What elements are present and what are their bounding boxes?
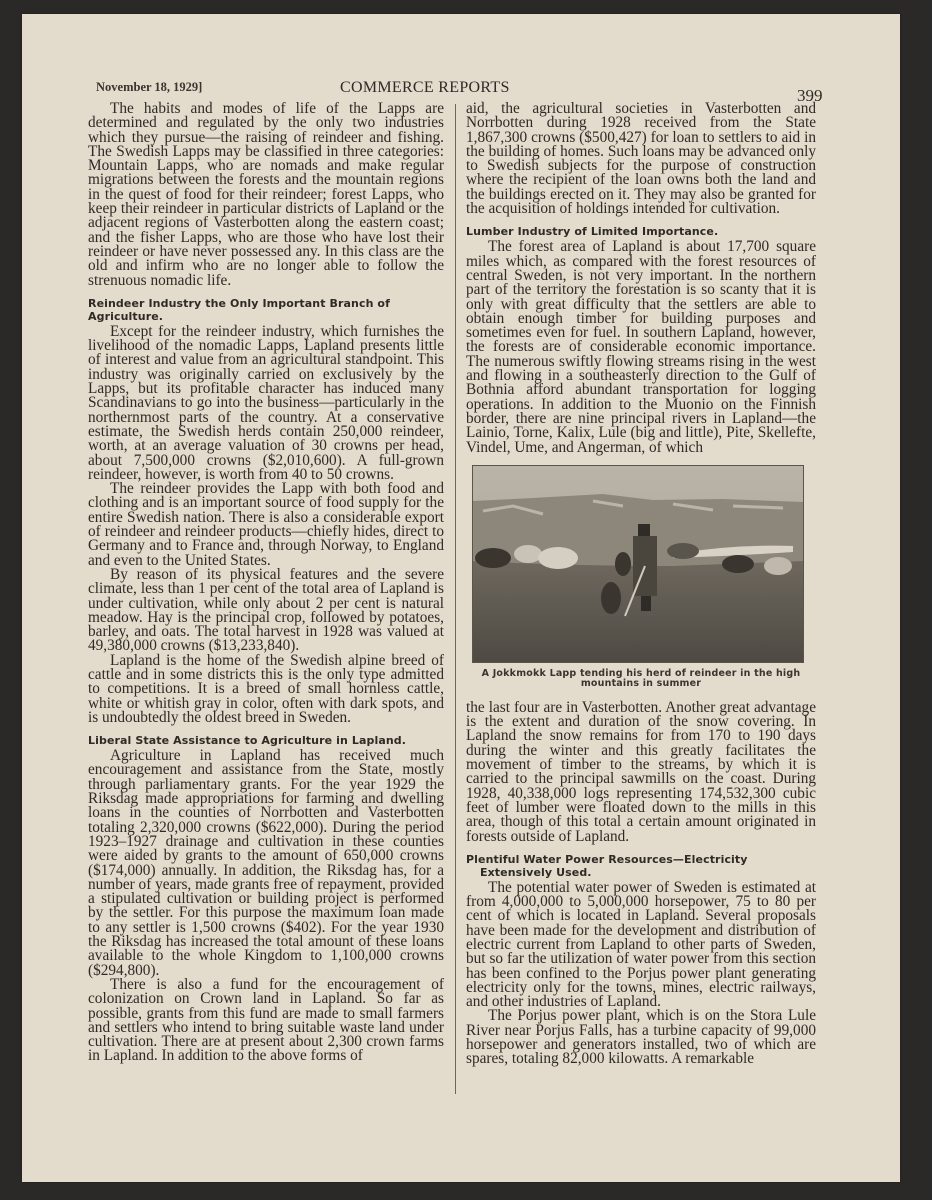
paragraph: Agriculture in Lapland has received much encouragement and assistance from the State, mostly through parliamentary grants. For the year 1929 the Riksdag made appropriations for farming and dwelling loans in the counties of Norrbotten and Vasterbotten totaling 2,320,000 crowns ($622,000). During the period 1923–1927 drainage and cultivation in these counties were aided by grants to the amount of 650,000 crowns ($174,000) annually. In addition, the Riksdag has, for a number of years, made grants free of repayment, provided a stipulated cultivation or building project is performed by the settler. For this purpose the maximum loan made to any settler is 1,500 crowns ($402). For the year 1930 the Riksdag has increased the total amount of these loans available to the whole Kingdom to 1,100,000 crowns ($294,800).	[88, 747, 444, 979]
paragraph: The potential water power of Sweden is estimated at from 4,000,000 to 5,000,000 horsepower, 75 to 80 per cent of which is located in Lapland. Several proposals have been made for the development and distribution of electric current from Lapland to other parts of Sweden, but so far the utilization of water power from this section has been confined to the Porjus power plant generating electricity only for the towns, mines, electric railways, and other industries of Lapland.	[466, 878, 816, 1011]
section-heading: Lumber Industry of Limited Importance.	[466, 225, 719, 239]
section-heading: Liberal State Assistance to Agriculture in Lapland.	[88, 734, 407, 748]
paragraph: The Porjus power plant, which is on the Stora Lule River near Porjus Falls, has a turbine capacity of 99,000 horsepower and generators installed, two of which are spares, totaling 82,000 kilowatts. A remarkable	[466, 1007, 816, 1068]
photo-image	[473, 466, 803, 662]
paragraph: the last four are in Vasterbotten. Another great advantage is the extent and duration of the snow covering. In Lapland the snow remains for from 170 to 190 days during the winter and this greatly facilitates the movement of timber to the streams, by which it is carried to the principal sawmills on the coast. During 1928, 40,338,000 logs representing 174,532,300 cubic feet of lumber were floated down to the mills in this area, though of this total a certain amount originated in forests outside of Lapland.	[466, 698, 816, 845]
paragraph: The reindeer provides the Lapp with both food and clothing and is an important source of food supply for the entire Swedish nation. There is also a considerable export of reindeer and reindeer products—chiefly hides, direct to Germany and to France and, through Norway, to England and even to the United States.	[88, 480, 444, 569]
paragraph: aid, the agricultural societies in Vasterbotten and Norrbotten during 1928 received from the State 1,867,300 crowns ($500,427) for loan to settlers to aid in the building of homes. Such loans may be advanced only to Swedish subjects for the purpose of construction where the recipient of the loan owns both the land and the buildings erected on it. They may also be granted for the acquisition of holdings intended for cultivation.	[466, 100, 816, 218]
paragraph: The habits and modes of life of the Lapps are determined and regulated by the only two industries which they pursue—the raising of reindeer and fishing. The Swedish Lapps may be classified in three categories: Mountain Lapps, who are nomads and make regular migrations between the forests and the mountain regions in the quest of food for their reindeer; forest Lapps, who keep their reindeer in particular districts of Lapland or the adjacent regions of Vasterbotten along the eastern coast; and the fisher Lapps, who are those who have lost their reindeer or have never possessed any. In this class are the old and infirm who are no longer able to follow the strenuous nomadic life.	[88, 100, 444, 289]
issue-date: November 18, 1929]	[96, 80, 203, 94]
paragraph: Lapland is the home of the Swedish alpine breed of cattle and in some districts this is the only type admitted to competitions. It is a breed of small hornless cattle, white or whitish gray in color, often with dark spots, and is undoubtedly the oldest breed in Sweden.	[88, 651, 444, 726]
column-divider	[455, 104, 456, 1094]
paragraph: There is also a fund for the encouragement of colonization on Crown land in Lapland. So far as possible, grants from this fund are made to small farmers and settlers who intend to bring suitable waste land under cultivation. There are at present about 2,300 crown farms in Lapland. In addition to the above forms of	[88, 975, 444, 1065]
paragraph: Except for the reindeer industry, which furnishes the livelihood of the nomadic Lapps, Lapland presents little of interest and value from an agricultural standpoint. This industry was originally carried on exclusively by the Lapps, but its profitable character has induced many Scandinavians to go into the business—particularly in the northernmost parts of the country. At a conservative estimate, the Swedish herds contain 250,000 reindeer, worth, at an average valuation of 30 crowns per head, about 7,500,000 crowns ($2,010,600). A full-grown reindeer, however, is worth from 40 to 50 crowns.	[88, 322, 444, 483]
publication-title: COMMERCE REPORTS	[340, 79, 510, 96]
section-heading: Reindeer Industry the Only Important Branch of Agriculture.	[88, 296, 390, 323]
paragraph: The forest area of Lapland is about 17,700 square miles which, as compared with the forest resources of central Sweden, is not very important. In the northern part of the territory the forestation is so scanty that it is only with great difficulty that the settlers are able to obtain enough timber for building purposes and sometimes even for fuel. In southern Lapland, however, the forests are of considerable economic importance. The numerous swiftly flowing streams rising in the west and flowing in a southeasterly direction to the Gulf of Bothnia afford abundant transportation for logging operations. In addition to the Muonio on the Finnish border, there are nine principal rivers in Lapland—the Lainio, Torne, Kalix, Lule (big and little), Pite, Skellefte, Vindel, Ume, and Angerman, of which	[466, 238, 816, 456]
reindeer-photo	[472, 465, 804, 663]
paragraph: By reason of its physical features and the severe climate, less than 1 per cent of the total area of Lapland is under cultivation, while only about 2 per cent is natural meadow. Hay is the principal crop, followed by potatoes, barley, and oats. The total harvest in 1928 was valued at 49,380,000 crowns ($13,233,840).	[88, 565, 444, 655]
left-column	[88, 102, 444, 1064]
photo-caption: A Jokkmokk Lapp tending his herd of reindeer in the high mountains in summer	[481, 667, 801, 689]
right-column	[466, 102, 816, 1067]
section-heading: Plentiful Water Power Resources—Electricity Extensively Used.	[466, 852, 748, 879]
page-number: 399	[797, 86, 823, 105]
